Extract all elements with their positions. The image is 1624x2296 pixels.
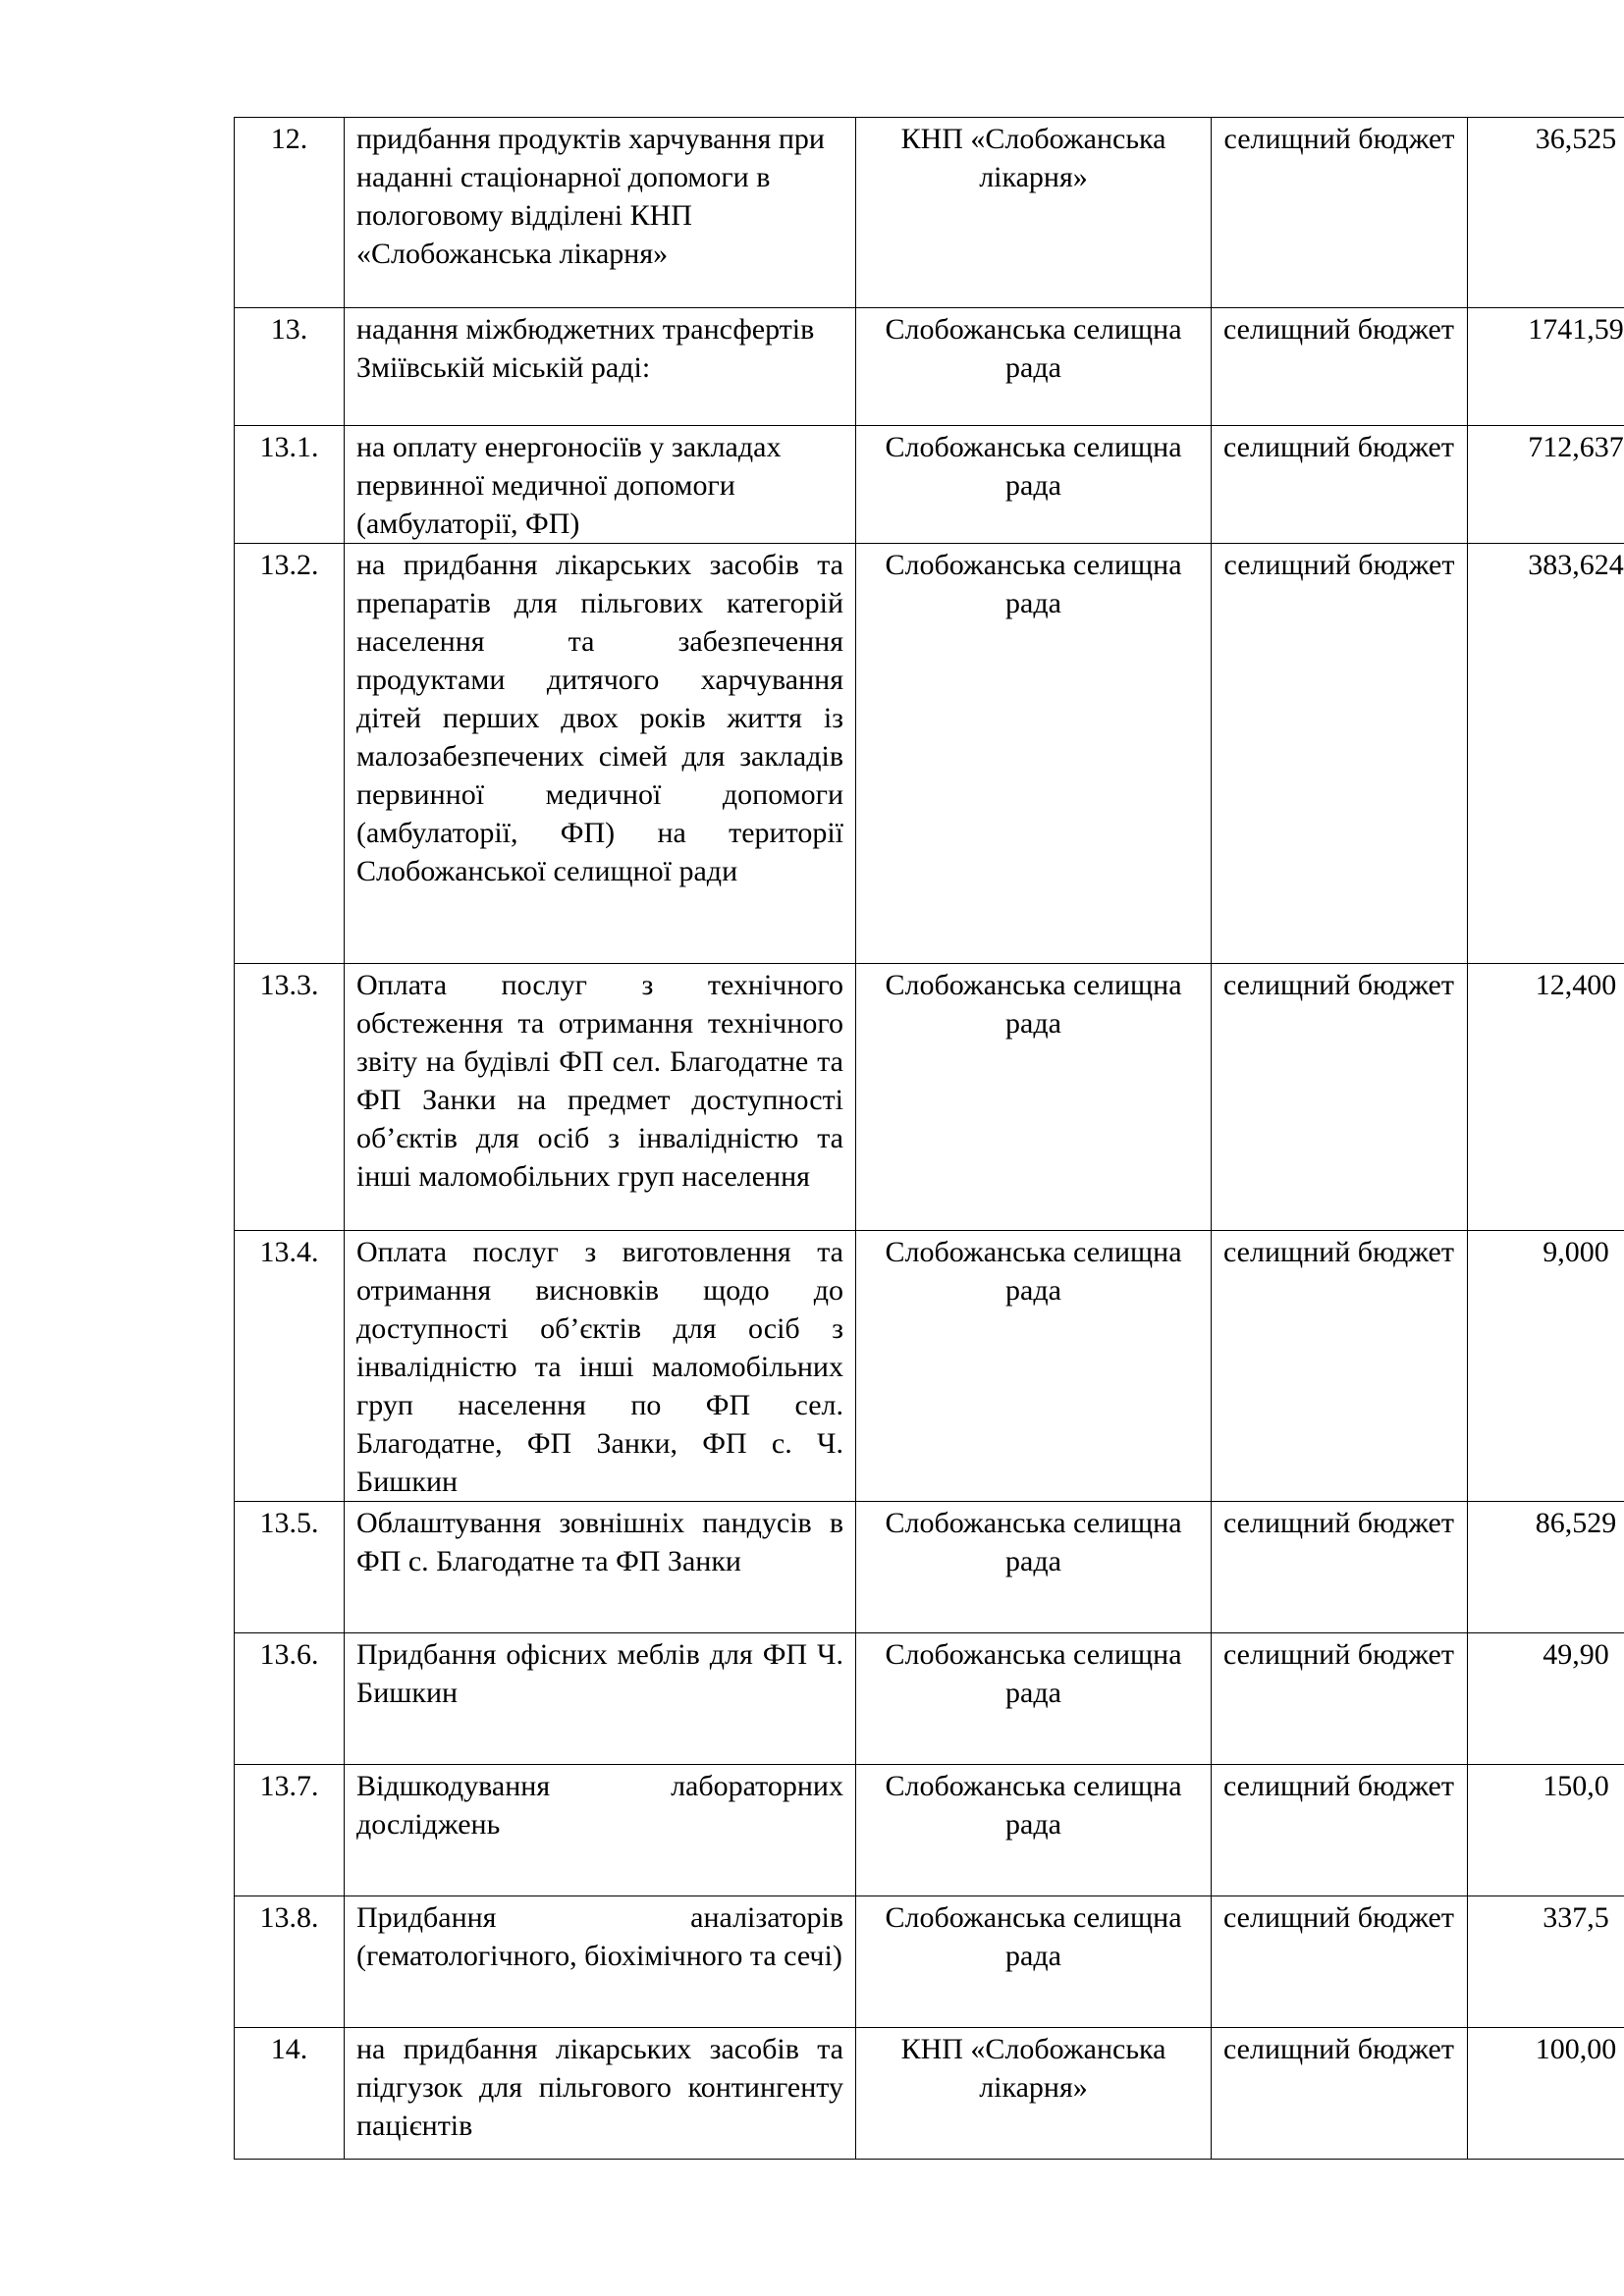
program-measures-table: [234, 117, 1624, 2160]
measure-description: [345, 426, 856, 544]
measure-description: [345, 544, 856, 964]
amount: 12,400: [1468, 964, 1624, 1231]
funding-source: селищний бюджет: [1212, 1896, 1468, 2028]
measure-description-text: на оплату енергоносіїв у закладах первинної медичної допомоги (амбулаторії, ФП): [356, 431, 782, 540]
measure-description-text: Оплата послуг з виготовлення та отримання висновків щодо до доступності об’єктів для осіб з інвалідністю та інші маломобільних груп населення по ФП сел. Благодатне, ФП Занки, ФП с. Ч. Бишкин: [356, 1236, 843, 1498]
executor: Слобожанська селищна рада: [856, 1502, 1212, 1633]
measure-description-text: Облаштування зовнішніх пандусів в ФП с. Благодатне та ФП Занки: [356, 1507, 843, 1577]
program-table-container: [234, 117, 1624, 2160]
measure-description: [345, 308, 856, 426]
measure-description-text: Придбання аналізаторів (гематологічного, біохімічного та сечі): [356, 1901, 843, 1972]
funding-source: селищний бюджет: [1212, 118, 1468, 308]
executor: Слобожанська селищна рада: [856, 1231, 1212, 1502]
measure-description: [345, 2028, 856, 2160]
executor: Слобожанська селищна рада: [856, 964, 1212, 1231]
row-number: 13.: [235, 308, 345, 426]
measure-description-text: придбання продуктів харчування при наданні стаціонарної допомоги в пологовому відділені КНП «Слобожанська лікарня»: [356, 123, 825, 270]
table-row: [235, 1502, 1624, 1633]
executor: КНП «Слобожанська лікарня»: [856, 2028, 1212, 2160]
table-row: [235, 544, 1624, 964]
funding-source: селищний бюджет: [1212, 308, 1468, 426]
row-number: 13.8.: [235, 1896, 345, 2028]
row-number: 13.3.: [235, 964, 345, 1231]
executor: Слобожанська селищна рада: [856, 426, 1212, 544]
table-row: [235, 1896, 1624, 2028]
table-row: [235, 2028, 1624, 2160]
funding-source: селищний бюджет: [1212, 1502, 1468, 1633]
measure-description: [345, 1896, 856, 2028]
measure-description-text: Відшкодування лабораторних досліджень: [356, 1770, 843, 1841]
measure-description: [345, 1765, 856, 1896]
amount: 100,00: [1468, 2028, 1624, 2160]
row-number: 13.2.: [235, 544, 345, 964]
executor: Слобожанська селищна рада: [856, 308, 1212, 426]
amount: 9,000: [1468, 1231, 1624, 1502]
amount: 36,525: [1468, 118, 1624, 308]
measure-description: [345, 1231, 856, 1502]
executor: Слобожанська селищна рада: [856, 544, 1212, 964]
row-number: 13.4.: [235, 1231, 345, 1502]
row-number: 13.6.: [235, 1633, 345, 1765]
executor: Слобожанська селищна рада: [856, 1633, 1212, 1765]
table-row: [235, 964, 1624, 1231]
table-row: [235, 1633, 1624, 1765]
table-row: [235, 118, 1624, 308]
measure-description: [345, 1502, 856, 1633]
measure-description-text: надання міжбюджетних трансфертів Зміївській міській раді:: [356, 313, 815, 384]
measure-description-text: Оплата послуг з технічного обстеження та отримання технічного звіту на будівлі ФП сел. Благодатне та ФП Занки на предмет доступності об’єктів для осіб з інвалідністю та інші маломобільних груп населення: [356, 969, 843, 1193]
executor: Слобожанська селищна рада: [856, 1896, 1212, 2028]
funding-source: селищний бюджет: [1212, 1765, 1468, 1896]
amount: 712,637: [1468, 426, 1624, 544]
measure-description: [345, 118, 856, 308]
funding-source: селищний бюджет: [1212, 544, 1468, 964]
funding-source: селищний бюджет: [1212, 426, 1468, 544]
amount: 383,624: [1468, 544, 1624, 964]
measure-description: [345, 1633, 856, 1765]
funding-source: селищний бюджет: [1212, 2028, 1468, 2160]
funding-source: селищний бюджет: [1212, 964, 1468, 1231]
table-row: [235, 1231, 1624, 1502]
table-row: [235, 426, 1624, 544]
executor: КНП «Слобожанська лікарня»: [856, 118, 1212, 308]
funding-source: селищний бюджет: [1212, 1231, 1468, 1502]
amount: 337,5: [1468, 1896, 1624, 2028]
row-number: 13.1.: [235, 426, 345, 544]
measure-description-text: Придбання офісних меблів для ФП Ч. Бишкин: [356, 1638, 843, 1709]
measure-description-text: на придбання лікарських засобів та препаратів для пільгових категорій населення та забезпечення продуктами дитячого харчування дітей перших двох років життя із малозабезпечених сімей для закладів первинної медичної допомоги (амбулаторії, ФП) на території Слобожанської селищної ради: [356, 549, 843, 887]
executor: Слобожанська селищна рада: [856, 1765, 1212, 1896]
row-number: 13.7.: [235, 1765, 345, 1896]
table-row: [235, 308, 1624, 426]
row-number: 12.: [235, 118, 345, 308]
amount: 86,529: [1468, 1502, 1624, 1633]
amount: 1741,59: [1468, 308, 1624, 426]
table-row: [235, 1765, 1624, 1896]
funding-source: селищний бюджет: [1212, 1633, 1468, 1765]
row-number: 14.: [235, 2028, 345, 2160]
measure-description: [345, 964, 856, 1231]
amount: 150,0: [1468, 1765, 1624, 1896]
amount: 49,90: [1468, 1633, 1624, 1765]
measure-description-text: на придбання лікарських засобів та підгузок для пільгового контингенту пацієнтів: [356, 2033, 843, 2142]
row-number: 13.5.: [235, 1502, 345, 1633]
